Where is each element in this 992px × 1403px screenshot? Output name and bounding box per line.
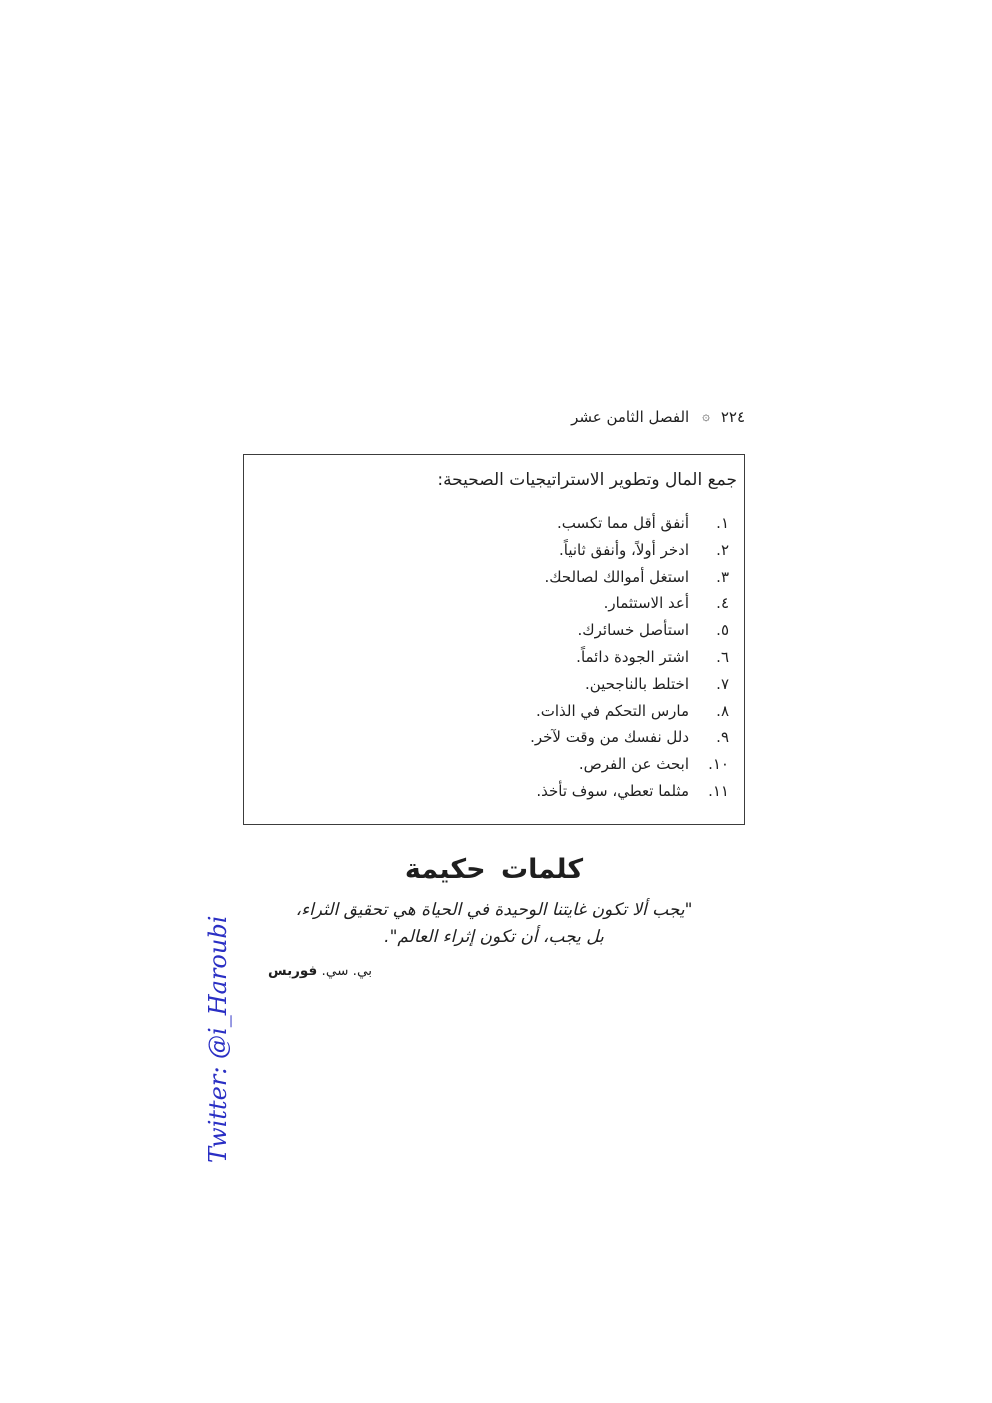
wise-words-section	[243, 852, 745, 980]
item-text: ابحث عن الفرص.	[578, 755, 689, 774]
item-number: ١.	[716, 514, 729, 532]
item-text: مثلما تعطي، سوف تأخذ.	[536, 781, 689, 800]
item-number: ٣.	[716, 567, 729, 586]
page-number: ٢٢٤	[720, 408, 745, 426]
list-item	[244, 698, 744, 725]
quote-line-2: بل يجب، أن تكون إثراء العالم".	[384, 927, 604, 947]
item-number: ٧.	[716, 674, 729, 693]
twitter-watermark: Twitter: @i_Haroubi	[204, 915, 232, 1163]
strategy-list	[244, 510, 744, 805]
page-header	[571, 406, 745, 428]
item-number: ٥.	[716, 621, 729, 640]
item-text: مارس التحكم في الذات.	[535, 701, 689, 720]
item-number: ١٠.	[708, 755, 729, 774]
list-item	[244, 644, 744, 671]
quote	[243, 897, 745, 951]
item-text: استأصل خسائرك.	[577, 621, 689, 640]
attribution-prefix: بي. سي.	[317, 963, 372, 979]
strategies-box-title: جمع المال وتطوير الاستراتيجيات الصحيحة:	[437, 470, 737, 490]
list-item	[244, 671, 744, 698]
attribution-name: فوربس	[268, 963, 318, 979]
quote-attribution	[243, 962, 745, 980]
strategies-box	[243, 454, 745, 825]
item-number: ٨.	[716, 701, 729, 720]
list-item	[244, 617, 744, 644]
quote-line-1: "يجب ألا تكون غايتنا الوحيدة في الحياة هي تحقيق الثراء،	[295, 900, 693, 920]
item-text: أعد الاستثمار.	[603, 594, 689, 613]
item-number: ٩.	[716, 728, 729, 747]
item-text: ادخر أولاً، وأنفق ثانياً.	[559, 540, 689, 559]
list-item	[244, 751, 744, 778]
list-item	[244, 590, 744, 617]
item-text: أنفق أقل مما تكسب.	[556, 514, 689, 532]
list-item	[244, 537, 744, 564]
list-item	[244, 564, 744, 591]
item-text: دلل نفسك من وقت لآخر.	[530, 728, 689, 747]
list-item	[244, 510, 744, 537]
item-number: ١١.	[708, 781, 729, 800]
item-number: ٤.	[716, 594, 729, 613]
list-item	[244, 724, 744, 751]
item-text: اشتر الجودة دائماً.	[576, 647, 689, 666]
item-number: ٦.	[716, 647, 729, 666]
list-item	[244, 778, 744, 805]
item-text: اختلط بالناجحين.	[584, 674, 689, 693]
item-text: استغل أموالك لصالحك.	[544, 567, 689, 586]
wise-words-heading: كلمات حكيمة	[404, 854, 584, 885]
header-ornament-icon: ۞	[702, 409, 710, 424]
chapter-title: الفصل الثامن عشر	[571, 408, 690, 426]
item-number: ٢.	[716, 540, 729, 559]
